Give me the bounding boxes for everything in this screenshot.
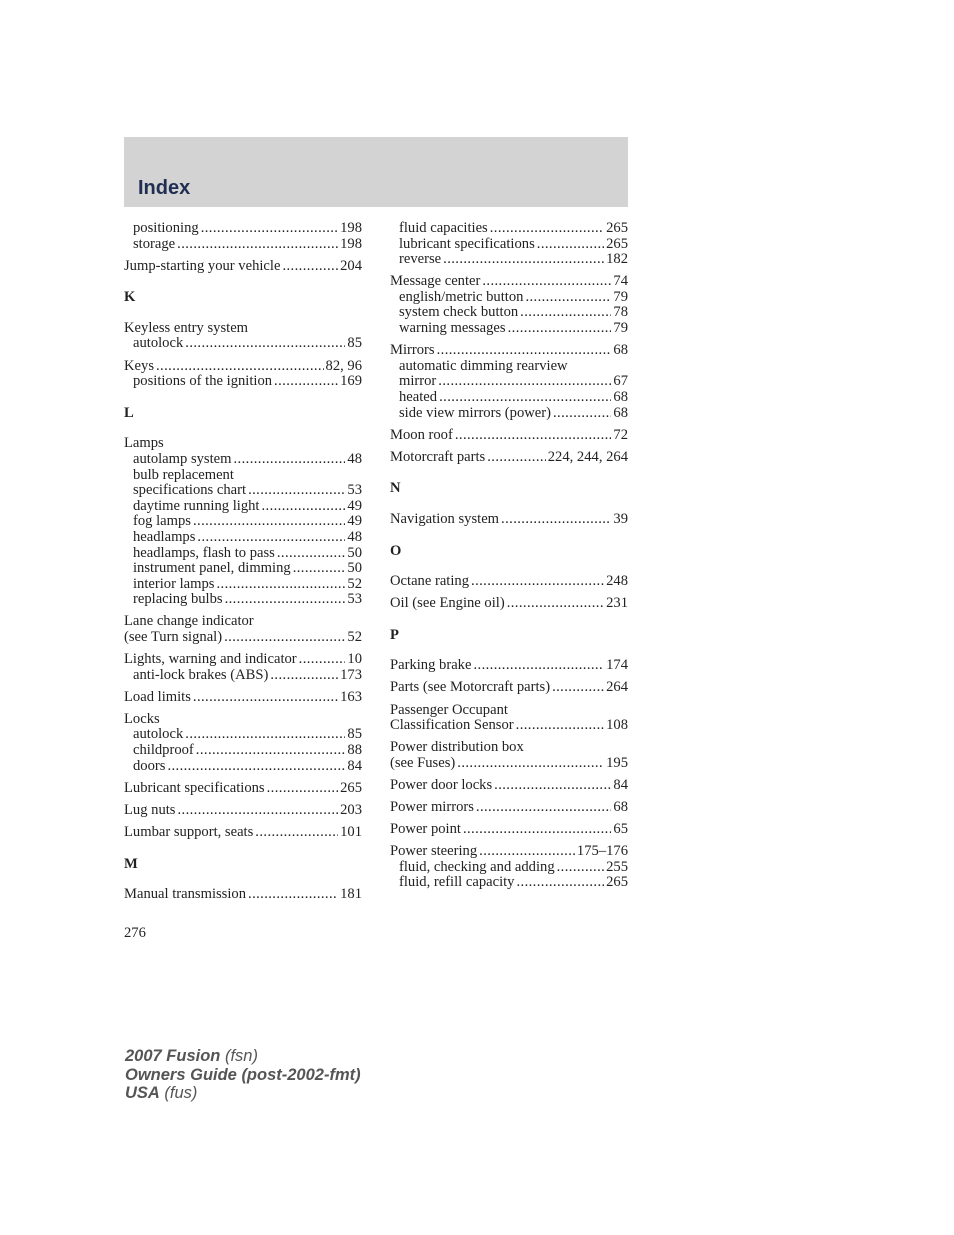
page-ref: 169 [340, 373, 362, 390]
entry-term: autolock [133, 335, 184, 352]
entry-term: Parking brake [390, 657, 472, 674]
index-subentry [390, 252, 628, 268]
leader-dots [197, 530, 345, 546]
page-ref: 265 [340, 779, 362, 796]
index-subentry [124, 743, 362, 759]
page-ref: 68 [613, 404, 628, 421]
index-entry [124, 712, 362, 728]
page-ref: 204 [340, 257, 362, 274]
entry-term: instrument panel, dimming [133, 560, 291, 577]
leader-dots [482, 274, 611, 290]
entry-term: headlamps, flash to pass [133, 544, 275, 561]
index-group [124, 321, 362, 390]
entry-term: Load limits [124, 688, 191, 705]
footer-doc-id [125, 1047, 361, 1103]
leader-dots [479, 844, 575, 860]
header-band [124, 137, 628, 207]
entry-term: automatic dimming rearview [399, 357, 568, 374]
index-entry [124, 614, 362, 630]
leader-dots [508, 321, 612, 337]
page-ref: 224, 244, 264 [547, 448, 628, 465]
index-subentry [390, 221, 628, 237]
leader-dots [439, 390, 611, 406]
index-subentry [124, 468, 362, 484]
index-entry [390, 596, 628, 612]
entry-term: mirror [399, 373, 437, 390]
index-subentry [390, 305, 628, 321]
entry-term: Keys [124, 357, 154, 374]
entry-term: lubricant specifications [399, 235, 535, 252]
index-entry [390, 512, 628, 528]
entry-term: Power point [390, 821, 461, 838]
leader-dots [248, 483, 345, 499]
page-ref: 72 [613, 426, 628, 443]
leader-dots [248, 887, 338, 903]
footer-region: USA [125, 1084, 160, 1102]
index-entry [390, 800, 628, 816]
index-subentry [390, 406, 628, 422]
leader-dots [490, 221, 604, 237]
index-subentry [124, 452, 362, 468]
index-entry [390, 822, 628, 838]
leader-dots [552, 680, 604, 696]
page-ref: 182 [606, 251, 628, 268]
entry-term: Keyless entry system [124, 319, 249, 336]
index-entry [124, 781, 362, 797]
page-ref: 173 [340, 666, 362, 683]
page-ref: 174 [606, 657, 628, 674]
page-ref: 88 [347, 742, 362, 759]
index-subentry [124, 727, 362, 743]
entry-term: childproof [133, 742, 194, 759]
leader-dots [525, 290, 611, 306]
index-subentry [124, 336, 362, 352]
entry-term: Power steering [390, 843, 478, 860]
index-subentry [124, 374, 362, 390]
footer-guide: Owners Guide (post-2002-fmt) [125, 1065, 361, 1084]
leader-dots [234, 452, 346, 468]
footer-line [125, 1047, 361, 1066]
entry-term: side view mirrors (power) [399, 404, 551, 421]
entry-term: Motorcraft parts [390, 448, 486, 465]
index-group [390, 574, 628, 612]
page-ref: 264 [606, 679, 628, 696]
leader-dots [537, 237, 604, 253]
index-entry [390, 574, 628, 590]
index-subentry [124, 499, 362, 515]
leader-dots [277, 546, 346, 562]
leader-dots [463, 822, 611, 838]
page-ref: 68 [613, 799, 628, 816]
entry-term: Power door locks [390, 776, 493, 793]
entry-term: positions of the ignition [133, 373, 273, 390]
index-group [390, 221, 628, 465]
footer-model: 2007 Fusion [125, 1047, 221, 1065]
index-entry [124, 259, 362, 275]
entry-term: fog lamps [133, 513, 191, 530]
page-ref: 163 [340, 688, 362, 705]
page-ref: 84 [613, 776, 628, 793]
entry-term: storage [133, 235, 176, 252]
entry-term: (see Fuses) [390, 754, 456, 771]
index-entry [124, 321, 362, 337]
leader-dots [225, 592, 346, 608]
index-subentry [124, 561, 362, 577]
leader-dots [494, 778, 611, 794]
page-ref: 82, 96 [325, 357, 362, 374]
index-subentry [124, 530, 362, 546]
leader-dots [455, 428, 612, 444]
entry-term: Passenger Occupant [390, 701, 508, 718]
index-subentry [124, 237, 362, 253]
index-group [390, 658, 628, 891]
index-subentry [390, 390, 628, 406]
index-entry [390, 343, 628, 359]
leader-dots [255, 825, 338, 841]
index-entry [390, 680, 628, 696]
index-group [124, 436, 362, 840]
page-ref: 181 [340, 886, 362, 903]
page-ref: 203 [340, 801, 362, 818]
leader-dots [520, 305, 611, 321]
index-subentry [124, 221, 362, 237]
page-ref: 265 [606, 235, 628, 252]
entry-term: Moon roof [390, 426, 453, 443]
index-subentry [390, 860, 628, 876]
entry-term: Lubricant specifications [124, 779, 265, 796]
footer-model-code: (fsn) [220, 1047, 258, 1065]
entry-term: Lumbar support, seats [124, 823, 254, 840]
index-entry [390, 778, 628, 794]
index-entry [390, 756, 628, 772]
page-ref: 50 [347, 560, 362, 577]
entry-term: fluid, refill capacity [399, 874, 515, 891]
index-subentry [124, 514, 362, 530]
index-subentry [390, 321, 628, 337]
page-ref: 79 [613, 288, 628, 305]
page-ref: 49 [347, 497, 362, 514]
page-ref: 52 [347, 575, 362, 592]
leader-dots [193, 690, 338, 706]
section-letter: L [124, 404, 134, 421]
entry-term: (see Turn signal) [124, 628, 223, 645]
index-entry [124, 652, 362, 668]
footer-line [125, 1066, 361, 1085]
leader-dots [299, 652, 346, 668]
leader-dots [177, 803, 338, 819]
entry-term: autolock [133, 726, 184, 743]
entry-term: Lamps [124, 435, 164, 452]
index-group [390, 512, 628, 528]
entry-term: replacing bulbs [133, 591, 223, 608]
leader-dots [516, 718, 604, 734]
page-ref: 68 [613, 342, 628, 359]
section-letter: N [390, 480, 401, 497]
entry-term: fluid, checking and adding [399, 858, 555, 875]
entry-term: Lane change indicator [124, 613, 254, 630]
leader-dots [437, 343, 612, 359]
page-ref: 195 [606, 754, 628, 771]
entry-term: Lug nuts [124, 801, 176, 818]
leader-dots [274, 374, 338, 390]
index-subentry [124, 577, 362, 593]
leader-dots [507, 596, 604, 612]
index-entry [124, 803, 362, 819]
entry-term: fluid capacities [399, 220, 488, 236]
index-entry [124, 436, 362, 452]
entry-term: bulb replacement [133, 466, 234, 483]
entry-term: doors [133, 757, 166, 774]
index-entry [390, 428, 628, 444]
page-ref: 79 [613, 320, 628, 337]
entry-term: Locks [124, 710, 160, 727]
leader-dots [557, 860, 604, 876]
leader-dots [487, 450, 546, 466]
page-ref: 50 [347, 544, 362, 561]
index-subentry [390, 237, 628, 253]
entry-term: system check button [399, 304, 519, 321]
page-ref: 248 [606, 573, 628, 590]
entry-term: headlamps [133, 528, 196, 545]
page-ref: 67 [613, 373, 628, 390]
index-entry [124, 825, 362, 841]
index-entry [390, 450, 628, 466]
page-ref: 175–176 [576, 843, 628, 860]
entry-term: Oil (see Engine oil) [390, 595, 505, 612]
footer-region-code: (fus) [159, 1084, 198, 1102]
page-ref: 255 [606, 858, 628, 875]
page-ref: 65 [613, 821, 628, 838]
entry-term: Jump-starting your vehicle [124, 257, 281, 274]
index-subentry [390, 359, 628, 375]
index-entry [124, 630, 362, 646]
entry-term: daytime running light [133, 497, 260, 514]
page-ref: 68 [613, 388, 628, 405]
page-ref: 265 [606, 874, 628, 891]
leader-dots [201, 221, 338, 237]
entry-term: specifications chart [133, 482, 247, 499]
leader-dots [185, 336, 345, 352]
index-entry [390, 658, 628, 674]
leader-dots [177, 237, 338, 253]
index-subentry [390, 875, 628, 891]
page-ref: 101 [340, 823, 362, 840]
page-ref: 10 [347, 651, 362, 668]
entry-term: Navigation system [390, 510, 500, 527]
index-subentry [390, 290, 628, 306]
page-ref: 108 [606, 717, 628, 734]
leader-dots [224, 630, 345, 646]
page-ref: 231 [606, 595, 628, 612]
entry-term: Lights, warning and indicator [124, 651, 297, 668]
index-entry [124, 359, 362, 375]
index-entry [124, 887, 362, 903]
entry-term: Manual transmission [124, 886, 247, 903]
index-entry [390, 274, 628, 290]
page-ref: 85 [347, 335, 362, 352]
index-subentry [124, 483, 362, 499]
page-ref: 85 [347, 726, 362, 743]
leader-dots [167, 759, 345, 775]
leader-dots [553, 406, 611, 422]
index-column-right [390, 221, 628, 891]
leader-dots [267, 781, 338, 797]
page-ref: 53 [347, 591, 362, 608]
page-ref: 198 [340, 220, 362, 236]
page-ref: 48 [347, 528, 362, 545]
index-subentry [124, 592, 362, 608]
leader-dots [457, 756, 604, 772]
page-number: 276 [124, 925, 146, 941]
page-ref: 74 [613, 273, 628, 290]
index-entry [390, 703, 628, 719]
leader-dots [516, 875, 604, 891]
page-title: Index [138, 177, 191, 199]
entry-term: Parts (see Motorcraft parts) [390, 679, 551, 696]
leader-dots [471, 574, 604, 590]
page-ref: 265 [606, 220, 628, 236]
section-letter: M [124, 855, 138, 872]
page-ref: 198 [340, 235, 362, 252]
index-subentry [390, 374, 628, 390]
leader-dots [196, 743, 346, 759]
entry-term: Message center [390, 273, 481, 290]
leader-dots [476, 800, 612, 816]
entry-term: interior lamps [133, 575, 215, 592]
index-subentry [124, 759, 362, 775]
index-entry [124, 690, 362, 706]
page-ref: 49 [347, 513, 362, 530]
entry-term: warning messages [399, 320, 506, 337]
leader-dots [282, 259, 338, 275]
index-entry [390, 844, 628, 860]
entry-term: reverse [399, 251, 442, 268]
leader-dots [185, 727, 345, 743]
leader-dots [156, 359, 324, 375]
index-subentry [124, 546, 362, 562]
leader-dots [473, 658, 604, 674]
leader-dots [216, 577, 345, 593]
page-ref: 39 [613, 510, 628, 527]
entry-term: anti-lock brakes (ABS) [133, 666, 269, 683]
leader-dots [270, 668, 338, 684]
entry-term: english/metric button [399, 288, 524, 305]
leader-dots [501, 512, 611, 528]
index-group [124, 221, 362, 274]
leader-dots [261, 499, 345, 515]
leader-dots [443, 252, 604, 268]
leader-dots [293, 561, 346, 577]
section-letter: O [390, 542, 402, 559]
section-letter: K [124, 289, 136, 306]
index-subentry [124, 668, 362, 684]
entry-term: positioning [133, 220, 199, 236]
entry-term: Mirrors [390, 342, 435, 359]
entry-term: heated [399, 388, 438, 405]
entry-term: Octane rating [390, 573, 470, 590]
page-ref: 52 [347, 628, 362, 645]
index-column-left [124, 221, 362, 903]
entry-term: autolamp system [133, 450, 232, 467]
leader-dots [193, 514, 345, 530]
leader-dots [438, 374, 611, 390]
entry-term: Power mirrors [390, 799, 474, 816]
index-entry [390, 718, 628, 734]
index-entry [390, 740, 628, 756]
entry-term: Classification Sensor [390, 717, 514, 734]
page-ref: 84 [347, 757, 362, 774]
page-ref: 78 [613, 304, 628, 321]
index-group [124, 887, 362, 903]
entry-term: Power distribution box [390, 739, 524, 756]
footer-line [125, 1084, 361, 1103]
section-letter: P [390, 626, 399, 643]
page-ref: 48 [347, 450, 362, 467]
page-ref: 53 [347, 482, 362, 499]
